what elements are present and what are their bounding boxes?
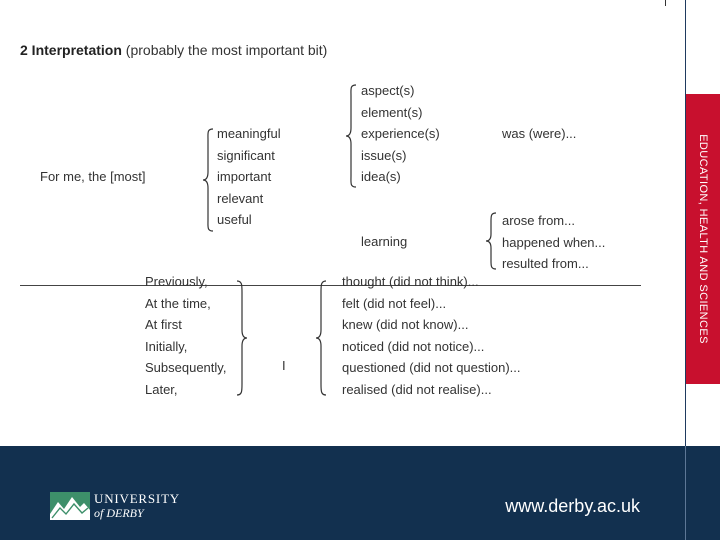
- verb-item: felt (did not feel)...: [342, 295, 447, 311]
- lead-phrase: For me, the [most]: [40, 169, 146, 184]
- logo-line2: of DERBY: [94, 506, 144, 520]
- pronoun-label: I: [282, 358, 286, 373]
- noun-item: experience(s): [361, 126, 440, 142]
- time-phrase-item: Previously,: [145, 274, 208, 289]
- logo-line1: UNIVERSITY: [94, 491, 180, 506]
- adjective-item: useful: [217, 212, 252, 228]
- university-logo[interactable]: [50, 491, 180, 525]
- brace-nouns: [345, 84, 357, 188]
- outcome-list: [502, 210, 605, 275]
- adjective-list: [217, 123, 281, 231]
- time-phrase-item: At the time,: [145, 295, 211, 311]
- section-heading-bold: 2 Interpretation: [20, 42, 122, 58]
- noun-item: element(s): [361, 104, 423, 120]
- noun-item: idea(s): [361, 169, 401, 185]
- verb-item: realised (did not realise)...: [342, 381, 492, 397]
- faculty-label: EDUCATION, HEALTH AND SCIENCES: [697, 134, 709, 344]
- mountains-icon: [50, 492, 90, 520]
- brace-outcomes: [485, 212, 497, 270]
- adjective-item: significant: [217, 147, 275, 163]
- time-phrase-item: Subsequently,: [145, 360, 227, 376]
- verb-phrase: was (were)...: [502, 126, 577, 141]
- verb-item: questioned (did not question)...: [342, 360, 521, 376]
- verb-item: thought (did not think)...: [342, 274, 479, 289]
- time-phrase-list: [145, 271, 226, 401]
- verb-list: [342, 271, 521, 401]
- brace-verbs: [315, 280, 327, 396]
- adjective-item: meaningful: [217, 126, 281, 141]
- time-phrase-item: Later,: [145, 381, 178, 397]
- verb-item: knew (did not know)...: [342, 317, 469, 333]
- footer-bar: [0, 446, 720, 540]
- adjective-item: relevant: [217, 190, 264, 206]
- verb-item: noticed (did not notice)...: [342, 338, 485, 354]
- time-phrase-item: At first: [145, 317, 182, 333]
- website-link[interactable]: www.derby.ac.uk: [505, 496, 640, 516]
- outcome-item: arose from...: [502, 213, 575, 228]
- section-divider: [20, 285, 641, 286]
- section-heading-rest: (probably the most important bit): [125, 42, 328, 58]
- noun-item: aspect(s): [361, 83, 415, 98]
- corner-mark: [665, 0, 666, 6]
- section-heading: [20, 42, 327, 58]
- noun-item: issue(s): [361, 147, 407, 163]
- learning-label: learning: [361, 234, 408, 249]
- brace-adjectives: [202, 128, 214, 232]
- adjective-item: important: [217, 169, 272, 185]
- outcome-item: resulted from...: [502, 256, 589, 272]
- noun-list: [361, 80, 440, 188]
- footer-divider: [685, 446, 686, 540]
- faculty-tab: [686, 94, 720, 384]
- logo-wordmark: [94, 492, 180, 520]
- outcome-item: happened when...: [502, 234, 606, 250]
- brace-time-closing: [236, 280, 248, 396]
- time-phrase-item: Initially,: [145, 338, 188, 354]
